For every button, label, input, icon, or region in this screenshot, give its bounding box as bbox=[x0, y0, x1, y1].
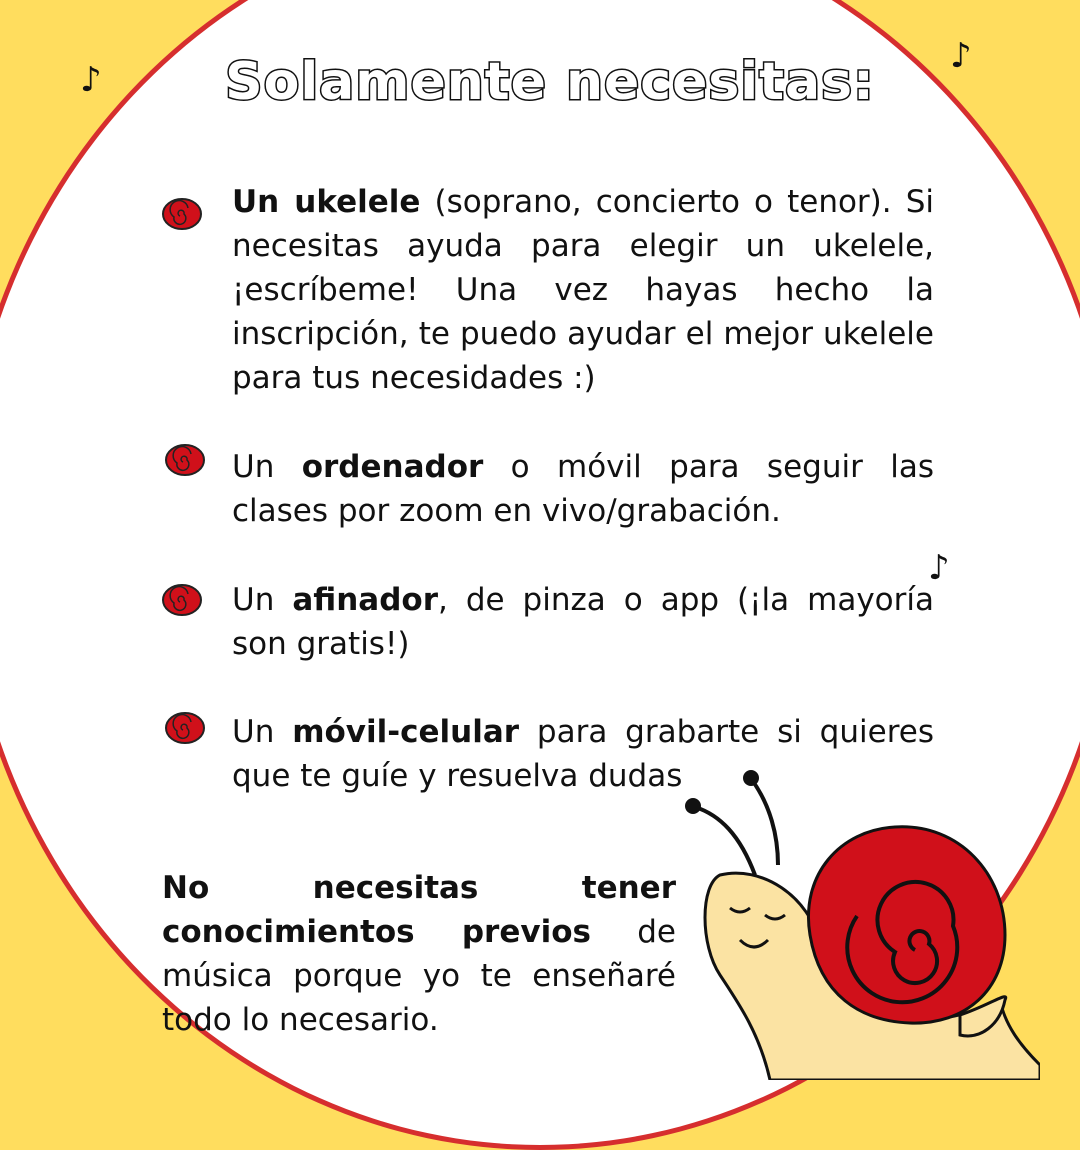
list-item-ukelele: Un ukelele (soprano, concierto o tenor). Si necesitas ayuda para elegir un ukelele, ¡escríbeme! Una vez hayas hecho la inscripción, te puedo ayudar el mejor ukelele para tus necesidades :) bbox=[232, 184, 934, 396]
snail-illustration bbox=[660, 765, 1040, 1080]
footer-note: No necesitas tener conocimientos previos de música porque yo te enseñaré todo lo necesario. bbox=[162, 870, 676, 1038]
music-note-icon: ♪ bbox=[950, 36, 972, 76]
snail-shell-bullet-icon bbox=[163, 710, 207, 746]
list-item-afinador: Un afinador, de pinza o app (¡la mayoría son gratis!) bbox=[232, 582, 934, 662]
snail-shell-bullet-icon bbox=[163, 442, 207, 478]
list-item-ordenador: Un ordenador o móvil para seguir las clases por zoom en vivo/grabación. bbox=[232, 449, 934, 529]
list-item-movil: Un móvil-celular para grabarte si quieres que te guíe y resuelva dudas bbox=[232, 714, 934, 794]
page-title: Solamente necesitas: bbox=[225, 52, 875, 112]
music-note-icon: ♪ bbox=[80, 60, 102, 100]
snail-shell-bullet-icon bbox=[160, 582, 204, 618]
snail-shell-bullet-icon bbox=[160, 196, 204, 232]
music-note-icon: ♪ bbox=[928, 548, 950, 588]
